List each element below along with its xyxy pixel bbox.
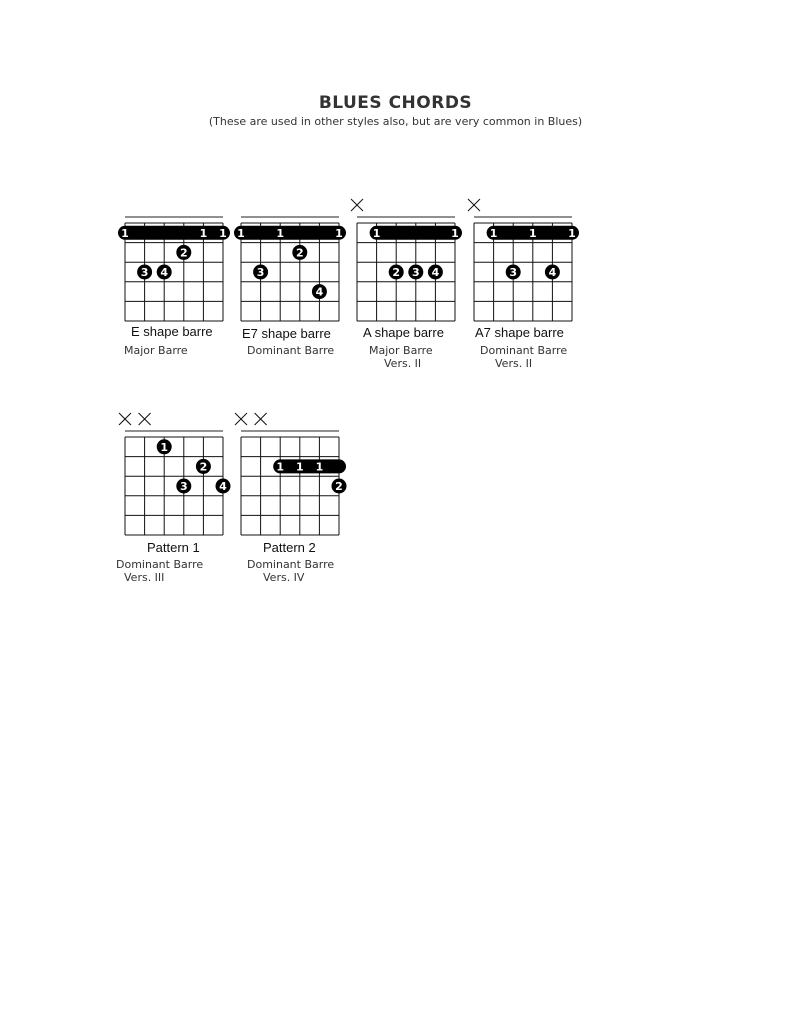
fretboard — [357, 190, 477, 322]
finger-number: 4 — [160, 266, 169, 279]
chord-diagram — [474, 190, 594, 370]
finger-number: 3 — [140, 266, 149, 279]
barre-bar — [370, 226, 462, 240]
muted-string-icon — [255, 413, 267, 425]
finger-number: 3 — [256, 266, 265, 279]
finger-number: 3 — [179, 480, 188, 493]
page-title: BLUES CHORDS — [318, 93, 473, 113]
finger-number: 1 — [160, 440, 169, 454]
chord-type: Dominant Barre — [480, 344, 568, 357]
fretboard — [241, 404, 361, 536]
page-subtitle: (These are used in other styles also, but are very common in Blues) — [208, 115, 583, 128]
finger-number: 2 — [392, 266, 401, 279]
barre-bar — [118, 226, 230, 240]
chord-type: Dominant Barre — [247, 344, 335, 357]
chord-diagram — [241, 404, 361, 584]
finger-number: 4 — [548, 266, 557, 279]
barre-bar — [273, 459, 346, 473]
finger-number: 3 — [411, 266, 420, 279]
finger-number: 1 — [121, 226, 129, 240]
finger-number: 2 — [295, 246, 304, 260]
chord-type: Major Barre — [369, 344, 433, 357]
barre-bar — [234, 226, 346, 240]
finger-number: 1 — [489, 226, 498, 240]
finger-number: 2 — [335, 480, 343, 493]
chord-diagram — [116, 404, 245, 584]
chord-version: Vers. II — [384, 357, 422, 370]
chord-type: Major Barre — [124, 344, 188, 357]
fretboard — [125, 404, 245, 536]
chord-version: Vers. II — [495, 357, 533, 370]
chord-diagram — [237, 190, 361, 370]
chord-name: A7 shape barre — [475, 325, 564, 340]
finger-number: 1 — [295, 460, 304, 474]
fretboard — [474, 190, 594, 322]
finger-number: 4 — [219, 480, 227, 493]
finger-number: 4 — [431, 266, 440, 279]
finger-number: 1 — [335, 226, 343, 240]
finger-number: 1 — [528, 226, 537, 240]
finger-number: 1 — [219, 226, 227, 240]
finger-number: 1 — [276, 460, 285, 474]
finger-number: 1 — [568, 226, 576, 240]
finger-number: 1 — [237, 226, 245, 240]
chord-name: E7 shape barre — [242, 326, 331, 341]
fretboard — [121, 190, 245, 322]
fretboard — [237, 190, 361, 322]
chord-type: Dominant Barre — [116, 558, 204, 571]
finger-number: 1 — [276, 226, 285, 240]
chord-name: E shape barre — [131, 324, 213, 339]
finger-number: 2 — [199, 460, 208, 474]
finger-number: 1 — [372, 226, 381, 240]
finger-number: 2 — [179, 246, 188, 260]
chord-type: Dominant Barre — [247, 558, 335, 571]
chord-diagram — [121, 190, 245, 370]
finger-number: 1 — [199, 226, 208, 240]
chord-version: Vers. IV — [263, 571, 305, 584]
chord-version: Vers. III — [124, 571, 165, 584]
chord-name: Pattern 1 — [147, 540, 200, 555]
finger-number: 4 — [315, 285, 324, 299]
muted-string-icon — [139, 413, 151, 425]
chord-name: Pattern 2 — [263, 540, 316, 555]
muted-string-icon — [119, 413, 131, 425]
chord-name: A shape barre — [363, 325, 444, 340]
finger-number: 1 — [315, 460, 324, 474]
finger-number: 3 — [509, 266, 518, 279]
chord-diagram — [357, 190, 477, 370]
finger-number: 1 — [451, 226, 459, 240]
